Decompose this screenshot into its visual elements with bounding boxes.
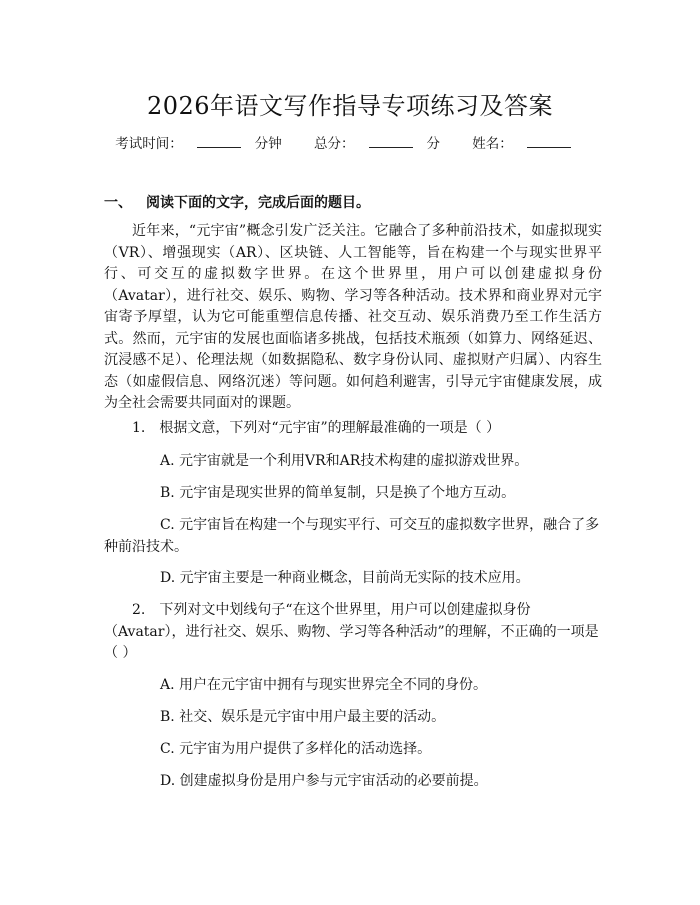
exam-time: 考试时间： 分钟 — [115, 136, 282, 152]
q2-option-d: D. 创建虚拟身份是用户参与元宇宙活动的必要前提。 — [160, 773, 488, 789]
section-number: 一、 — [104, 195, 132, 211]
exam-meta — [0, 132, 700, 152]
q1-option-a: A. 元宇宙就是一个利用VR和AR技术构建的虚拟游戏世界。 — [160, 453, 529, 469]
time-blank — [197, 135, 241, 148]
q2-option-a: A. 用户在元宇宙中拥有与现实世界完全不同的身份。 — [160, 677, 488, 693]
question-2 — [104, 600, 602, 665]
q2-option-c: C. 元宇宙为用户提供了多样化的活动选择。 — [160, 741, 432, 757]
name-blank — [527, 135, 571, 148]
q1-option-c: C. 元宇宙旨在构建一个与现实平行、可交互的虚拟数字世界，融合了多种前沿技术。 — [104, 517, 600, 555]
total-score: 总分： 分 — [314, 136, 440, 152]
q1-option-b: B. 元宇宙是现实世界的简单复制，只是换了个地方互动。 — [160, 485, 516, 501]
reading-passage: 近年来，“元宇宙”概念引发广泛关注。它融合了多种前沿技术，如虚拟现实（VR）、增强现实（AR）、区块链、人工智能等，旨在构建一个与现实世界平行、可交互的虚拟数字世界。在这个世界里，用户可以创建虚拟身份（Avatar），进行社交、娱乐、购物、学习等各种活动。技术界和商业界对元宇宙寄予厚望，认为它可能重塑信息传播、社交互动、娱乐消费乃至工作生活方式。然而，元宇宙的发展也面临诸多挑战，包括技术瓶颈（如算力、网络延迟、沉浸感不足）、伦理法规（如数据隐私、数字身份认同、虚拟财产归属）、内容生态（如虚假信息、网络沉迷）等问题。如何趋利避害，引导元宇宙健康发展，成为全社会需要共同面对的课题。 — [104, 223, 602, 411]
document-title: 2026年语文写作指导专项练习及答案 — [146, 92, 554, 120]
q2-option-b: B. 社交、娱乐是元宇宙中用户最主要的活动。 — [160, 709, 446, 725]
question-1 — [104, 418, 602, 440]
section-heading — [104, 192, 370, 212]
question-stem: 2. 下列对文中划线句子“在这个世界里，用户可以创建虚拟身份（Avatar），进行社交、娱乐、购物、学习等各种活动”的理解，不正确的一项是（ ） — [104, 602, 599, 661]
q1-option-d: D. 元宇宙主要是一种商业概念，目前尚无实际的技术应用。 — [160, 570, 530, 586]
question-stem: 1. 根据文意，下列对“元宇宙”的理解最准确的一项是（ ） — [132, 420, 501, 436]
score-blank — [369, 135, 413, 148]
student-name: 姓名： — [472, 136, 585, 152]
section-instruction: 阅读下面的文字，完成后面的题目。 — [146, 195, 370, 211]
